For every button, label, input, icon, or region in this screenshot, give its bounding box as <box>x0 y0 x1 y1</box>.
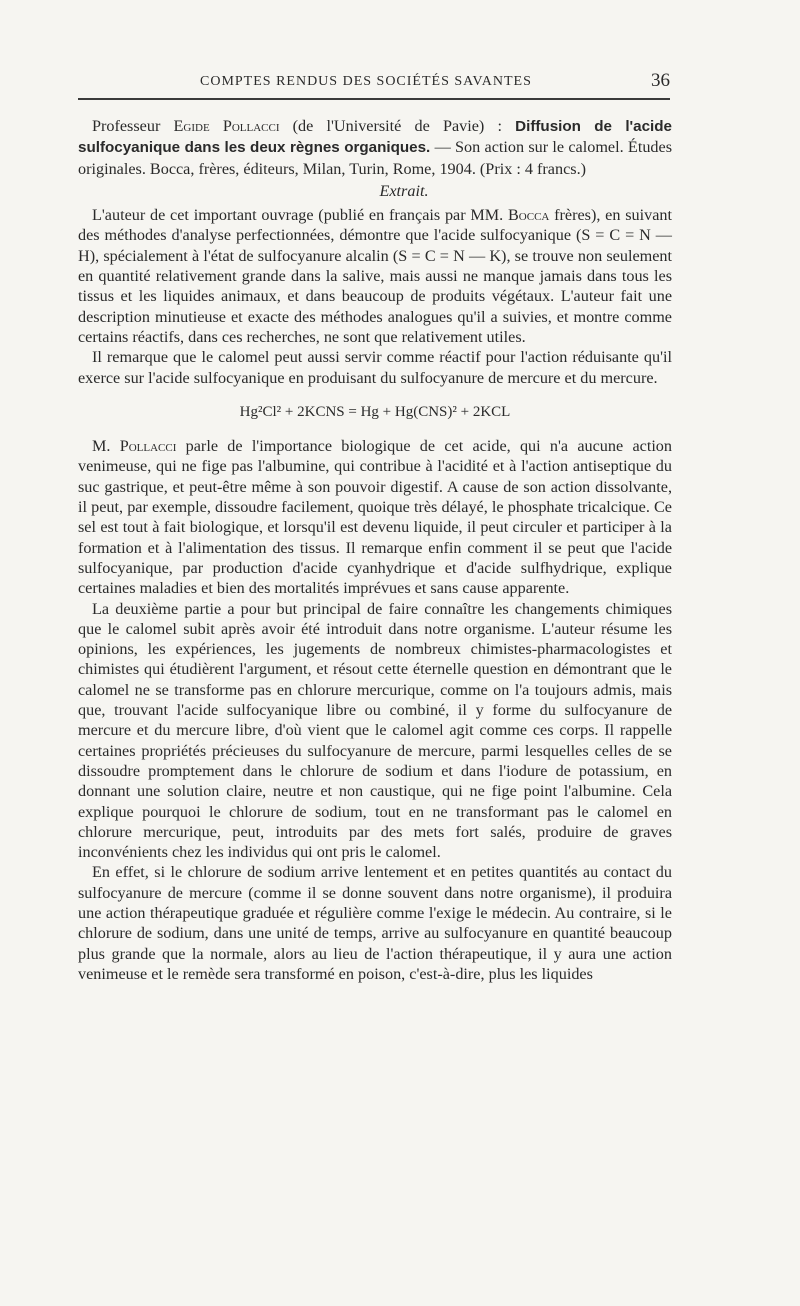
paragraph-3 <box>78 436 672 598</box>
p1-part-b: frères), en suivant des méthodes d'analyse perfectionnées, démontre que l'acide sulfocyanique (S = C = N — H), spécialement à l'état de sulfocyanure alcalin (S = C = N — K), se trouve non seulement en quantité relativement grande dans la salive, mais aussi ne manque jamais dans tous les tissus et les liquides animaux, et dans beaucoup de produits végétaux. L'auteur fait une description minutieuse et exacte des méthodes analogues qu'il a suivies, et montre comme certains réactifs, dans ces recherches, ne sont que relativement utiles. <box>78 206 672 346</box>
p3-author-name: Pollacci <box>119 437 177 456</box>
article-body <box>78 116 672 984</box>
citation-details: — Son action sur le calomel. Études originales. Bocca, frères, éditeurs, Milan, Turin, Rome, 1904. (Prix : 4 francs.) <box>78 138 672 178</box>
header-rule <box>78 98 670 100</box>
p1-part-a: L'auteur de cet important ouvrage (publié en français par MM. <box>92 206 508 225</box>
p3-prefix: M. <box>92 437 120 456</box>
extrait-heading: Extrait. <box>379 181 429 200</box>
paragraph-4: La deuxième partie a pour but principal de faire connaître les changements chimiques que le calomel subit après avoir été introduit dans notre organisme. L'auteur résume les opinions, les expériences, les jugements de nombreux chimistes-pharmacologistes et chimistes qui étudièrent l'argument, et résout cette éternelle question en démontrant que le calomel ne se transforme pas en chlorure mercurique, comme on l'a toujours admis, mais que, trouvant l'acide sulfocyanique libre ou combiné, il y forme du sulfocyanure de mercure et du mercure libre, d'où vient que le calomel agit comme ces corps. Il rappelle certaines propriétés précieuses du sulfocyanure de mercure, parmi lesquelles celles de se dissoudre promptement dans le chlorure de sodium et dans l'iodure de potassium, en donnant une solution claire, neutre et non caustique, qui ne fige point l'albumine. Cela explique pourquoi le chlorure de sodium, tout en ne transformant pas le calomel en chlorure mercurique, peut, introduits par des mets fort salés, produire de graves inconvénients chez les individus qui ont pris le calomel. <box>78 599 672 862</box>
paragraph-2: Il remarque que le calomel peut aussi servir comme réactif pour l'action réduisante qu'il exerce sur l'acide sulfocyanique en produisant du sulfocyanure de mercure et du mercure. <box>78 348 672 387</box>
page-number: 36 <box>651 70 670 91</box>
chemical-formula: Hg²Cl² + 2KCNS = Hg + Hg(CNS)² + 2KCL <box>239 403 511 420</box>
publisher-name: Bocca <box>508 206 550 225</box>
author-name: Egide Pollacci <box>173 117 280 135</box>
p3-text: parle de l'importance biologique de cet acide, qui n'a aucune action venimeuse, qui ne fige pas l'albumine, qui contribue à l'acidité et à l'action antiseptique du suc gastrique, et peut-être même à son pouvoir digestif. A cause de son action dissolvante, il peut, par exemple, dissoudre facilement, quoique très délayé, le phosphate tricalcique. Ce sel est tout à fait biologique, et lorsqu'il est devenu liquide, il peut circuler et participer à la formation et à l'alimentation des tissus. Il remarque enfin comment il se peut que l'acide sulfocyanique, par production d'acide cyanhydrique et d'acide sulfhydrique, explique certaines maladies et bien des mortalités imprévues et sans cause apparente. <box>78 437 672 598</box>
paragraph-5: En effet, si le chlorure de sodium arrive lentement et en petites quantités au contact du sulfocyanure de mercure (comme il se donne souvent dans notre organisme), il produira une action thérapeutique graduée et régulière comme l'exige le médecin. Au contraire, si le chlorure de sodium, dans une unité de temps, arrive au sulfocyanure en quantité beaucoup plus grande que la normale, alors au lieu de l'action thérapeutique, il y aura une action venimeuse et le remède sera transformé en poison, c'est-à-dire, plus les liquides <box>78 863 672 983</box>
book-title: Diffusion de l'acide sulfocyanique dans les deux règnes organiques. <box>78 118 672 157</box>
author-prefix: Professeur <box>92 117 174 135</box>
author-affiliation: (de l'Université de Pavie) : <box>279 117 516 135</box>
review-citation <box>78 116 672 179</box>
paragraph-1 <box>78 205 672 347</box>
journal-title: COMPTES RENDUS DES SOCIÉTÉS SAVANTES <box>200 74 532 89</box>
